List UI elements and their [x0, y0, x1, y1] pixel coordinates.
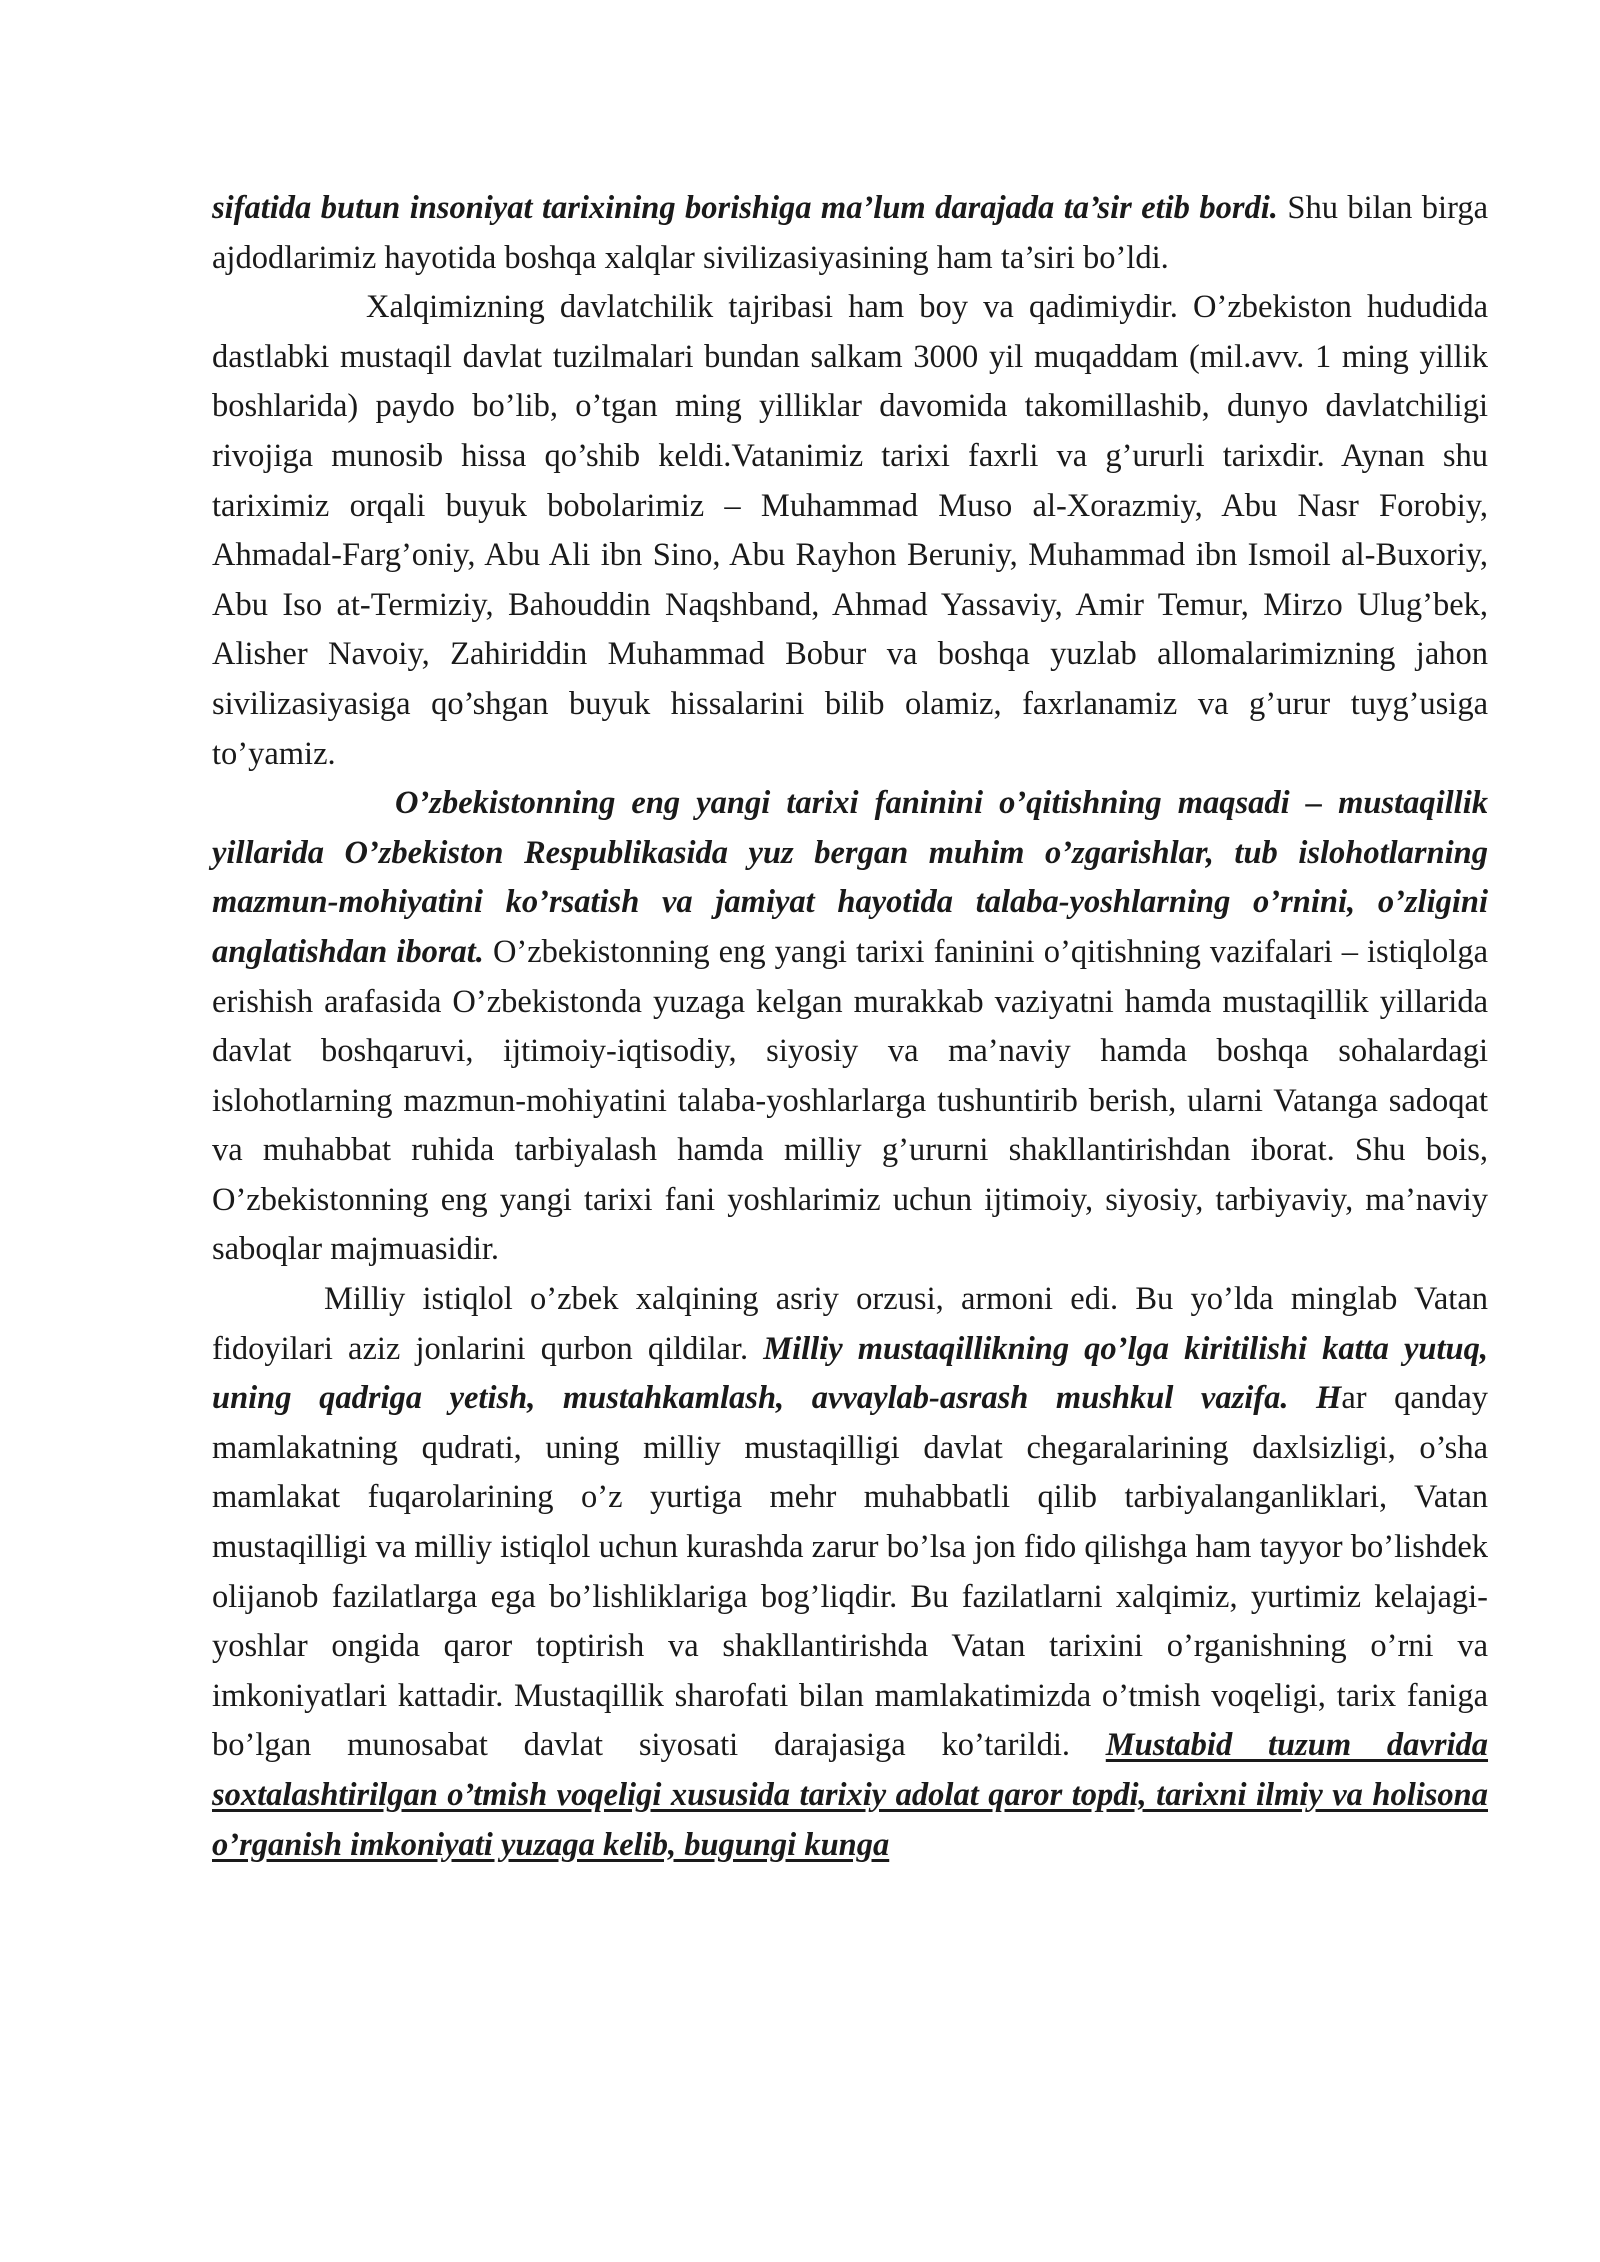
paragraph-4 — [212, 1275, 1488, 1870]
body-text: O’zbekistonning eng yangi tarixi faninini o’qitishning vazifalari – istiqlolga erishish arafasida O’zbekistonda yuzaga kelgan murakkab vaziyatni hamda mustaqillik yillarida davlat boshqaruvi, ijtimoiy-iqtisodiy, siyosiy va ma’naviy hamda boshqa sohalardagi islohotlarning mazmun-mohiyatini talaba-yoshlarlarga tushuntirib berish, ularni Vatanga sadoqat va muhabbat ruhida tarbiyalash hamda milliy g’ururni shakllantirishdan iborat. Shu bois, O’zbekistonning eng yangi tarixi fani yoshlarimiz uchun ijtimoiy, siyosiy, tarbiyaviy, ma’naviy saboqlar majmuasidir. — [212, 933, 1488, 1268]
document-page — [212, 184, 1488, 1870]
body-text: Xalqimizning davlatchilik tajribasi ham boy va qadimiydir. O’zbekiston hududida dastlabki mustaqil davlat tuzilmalari bundan salkam 3000 yil muqaddam (mil.avv. 1 ming yillik boshlarida) paydo bo’lib, o’tgan ming yilliklar davomida takomillashib, dunyo davlatchiligi rivojiga munosib hissa qo’shib keldi.Vatanimiz tarixi faxrli va g’ururli tarixdir. Aynan shu tariximiz orqali buyuk bobolarimiz – Muhammad Muso al-Xorazmiy, Abu Nasr Forobiy, Ahmadal-Farg’oniy, Abu Ali ibn Sino, Abu Rayhon Beruniy, Muhammad ibn Ismoil al-Buxoriy, Abu Iso at-Termiziy, Bahouddin Naqshband, Ahmad Yassaviy, Amir Temur, Mirzo Ulug’bek, Alisher Navoiy, Zahiriddin Muhammad Bobur va boshqa yuzlab allomalarimizning jahon sivilizasiyasiga qo’shgan buyuk hissalarini bilib olamiz, faxrlanamiz va g’urur tuyg’usiga to’yamiz. — [212, 289, 1488, 772]
body-text: Shu bilan birga ajdodlarimiz hayotida boshqa xalqlar sivilizasiyasining ham ta’siri bo’ldi. — [212, 190, 1488, 276]
paragraph-2 — [212, 283, 1488, 779]
bold-italic-text: sifatida butun insoniyat tarixining borishiga ma’lum darajada ta’sir etib bordi. — [212, 190, 1278, 226]
body-text: Milliy istiqlol o’zbek xalqining asriy orzusi, armoni edi. Bu yo’lda minglab Vatan fidoyilari aziz jonlarini qurbon qildilar. — [212, 1281, 1488, 1367]
paragraph-3 — [212, 779, 1488, 1275]
bold-italic-text: Milliy mustaqillikning qo’lga kiritilishi katta yutuq, uning qadriga yetish, mustahkamlash, avvaylab-asrash mushkul vazifa. H — [212, 1330, 1488, 1417]
body-text: ar qanday mamlakatning qudrati, uning milliy mustaqilligi davlat chegaralarining daxlsizligi, o’sha mamlakat fuqarolarining o’z yurtiga mehr muhabbatli qilib tarbiyalanganliklari, Vatan mustaqilligi va milliy istiqlol uchun kurashda zarur bo’lsa jon fido qilishga ham tayyor bo’lishdek olijanob fazilatlarga ega bo’lishliklariga bog’liqdir. Bu fazilatlarni xalqimiz, yurtimiz kelajagi-yoshlar ongida qaror toptirish va shakllantirishda Vatan tarixini o’rganishning o’rni va imkoniyatlari kattadir. Mustaqillik sharofati bilan mamlakatimizda o’tmish voqeligi, tarix faniga bo’lgan munosabat davlat siyosati darajasiga ko’tarildi. — [212, 1380, 1488, 1764]
bold-italic-text: O’zbekistonning eng yangi tarixi faninini o’qitishning maqsadi – mustaqillik yillarida O’zbekiston Respublikasida yuz bergan muhim o’zgarishlar, tub islohotlarning mazmun-mohiyatini ko’rsatish va jamiyat hayotida talaba-yoshlarning o’rnini, o’zligini anglatishdan iborat. — [212, 785, 1488, 970]
bold-italic-underlined-text: Mustabid tuzum davrida soxtalashtirilgan o’tmish voqeligi xususida tarixiy adolat qaror topdi, tarixni ilmiy va holisona o’rganish imkoniyati yuzaga kelib, bugungi kunga — [212, 1727, 1489, 1863]
paragraph-1 — [212, 184, 1488, 283]
